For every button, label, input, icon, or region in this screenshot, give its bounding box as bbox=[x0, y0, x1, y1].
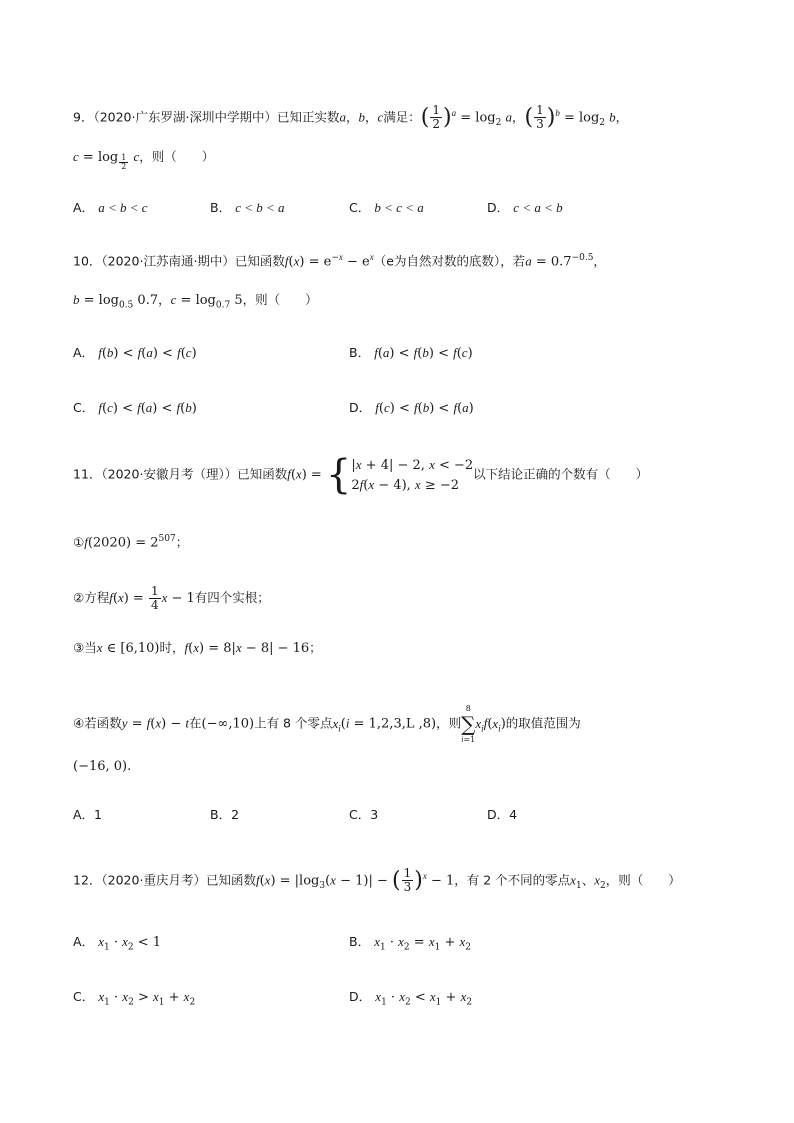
q10-option-a[interactable]: A． f(b) < f(a) < f(c) bbox=[73, 345, 197, 361]
q9-line2: c = log $_{\frac{1}{2}}$ c，则（ ） bbox=[73, 149, 215, 171]
q11-option-d[interactable]: D．4 bbox=[487, 807, 518, 822]
q10-option-c[interactable]: C． f(c) < f(a) < f(b) bbox=[73, 400, 197, 416]
q11-option-b[interactable]: B．2 bbox=[210, 807, 240, 822]
q11-item-1: ①f(2020) = $2^{507}$； bbox=[73, 534, 189, 551]
q12-stem: 12．（2020·重庆月考）已知函数 bbox=[73, 872, 256, 888]
q10-line1: 10．（2020·江苏南通·期中）已知函数$f(x) = e^{-x} - e^x(e$为自然对数的底数），若$a = 0.7^{-0.5}$， bbox=[73, 252, 606, 270]
q11-line1: 11．（2020·安徽月考（理））已知函数f(x) = { |x + 4| − 2, x < −2 2f(x − 4), x ≥ −2 以下结论正确的个数有（ ） bbox=[73, 452, 649, 498]
q11-item-4: ④若函数y = f(x) − t在(−∞,10)上有 8 个零点$x_i(i = 1,2,3,L$ ,8)，则 8 ∑ i=1 $x_if(x_i)$的取值范围为 bbox=[73, 704, 581, 744]
q12-line1: 12．（2020·重庆月考）已知函数$f(x) = |\log_3(x - 1)|$ − ( $\frac{1}{3}$ )$^x$ − 1，有 2 个不同的零点$x_1$、$x_2$，则（ ） bbox=[73, 866, 681, 895]
q9-option-b[interactable]: B． c < b < a bbox=[210, 200, 285, 215]
q11-item-3: ③当x ∈ [6,10)时，f(x) = 8|x − 8| − 16； bbox=[73, 640, 322, 656]
q11-stem: 11．（2020·安徽月考（理））已知函数 bbox=[73, 466, 288, 482]
q12-option-b[interactable]: B． $x_1 \cdot x_2 = x_1 + x_2$ bbox=[349, 934, 472, 953]
q11-option-c[interactable]: C．3 bbox=[349, 807, 379, 822]
q12-option-c[interactable]: C． $x_1 \cdot x_2 > x_1 + x_2$ bbox=[73, 989, 196, 1008]
q9-stem: 9．（2020·广东罗湖·深圳中学期中）已知正实数 bbox=[73, 109, 340, 125]
q9-option-c[interactable]: C． b < c < a bbox=[349, 200, 424, 215]
q12-option-a[interactable]: A． $x_1 \cdot x_2 < 1$ bbox=[73, 934, 162, 953]
q10-option-b[interactable]: B． f(a) < f(b) < f(c) bbox=[349, 345, 473, 361]
q11-item-2: ②方程f(x) = $\frac{1}{4}$ x − 1有四个实根； bbox=[73, 584, 270, 612]
q10-option-d[interactable]: D． f(c) < f(b) < f(a) bbox=[349, 400, 474, 416]
q9-option-d[interactable]: D． c < a < b bbox=[487, 200, 563, 215]
q9-line1: 9．（2020·广东罗湖·深圳中学期中）已知正实数a，b，c满足：( $\frac{1}{2}$ )$^a = \log_2 a$，( $\frac{1}{3}$ )$^b = \log_2 b$， bbox=[73, 103, 629, 132]
q12-option-d[interactable]: D． $x_1 \cdot x_2 < x_1 + x_2$ bbox=[349, 989, 473, 1008]
q10-stem: 10．（2020·江苏南通·期中）已知函数 bbox=[73, 253, 285, 269]
q11-item-4-range: (−16, 0). bbox=[73, 759, 132, 774]
q10-line2: $b = \log_{0.5} 0.7$，$c = \log_{0.7} 5$，则（ ） bbox=[73, 292, 318, 311]
q11-option-a[interactable]: A．1 bbox=[73, 807, 103, 822]
q9-option-a[interactable]: A． a < b < c bbox=[73, 200, 148, 215]
